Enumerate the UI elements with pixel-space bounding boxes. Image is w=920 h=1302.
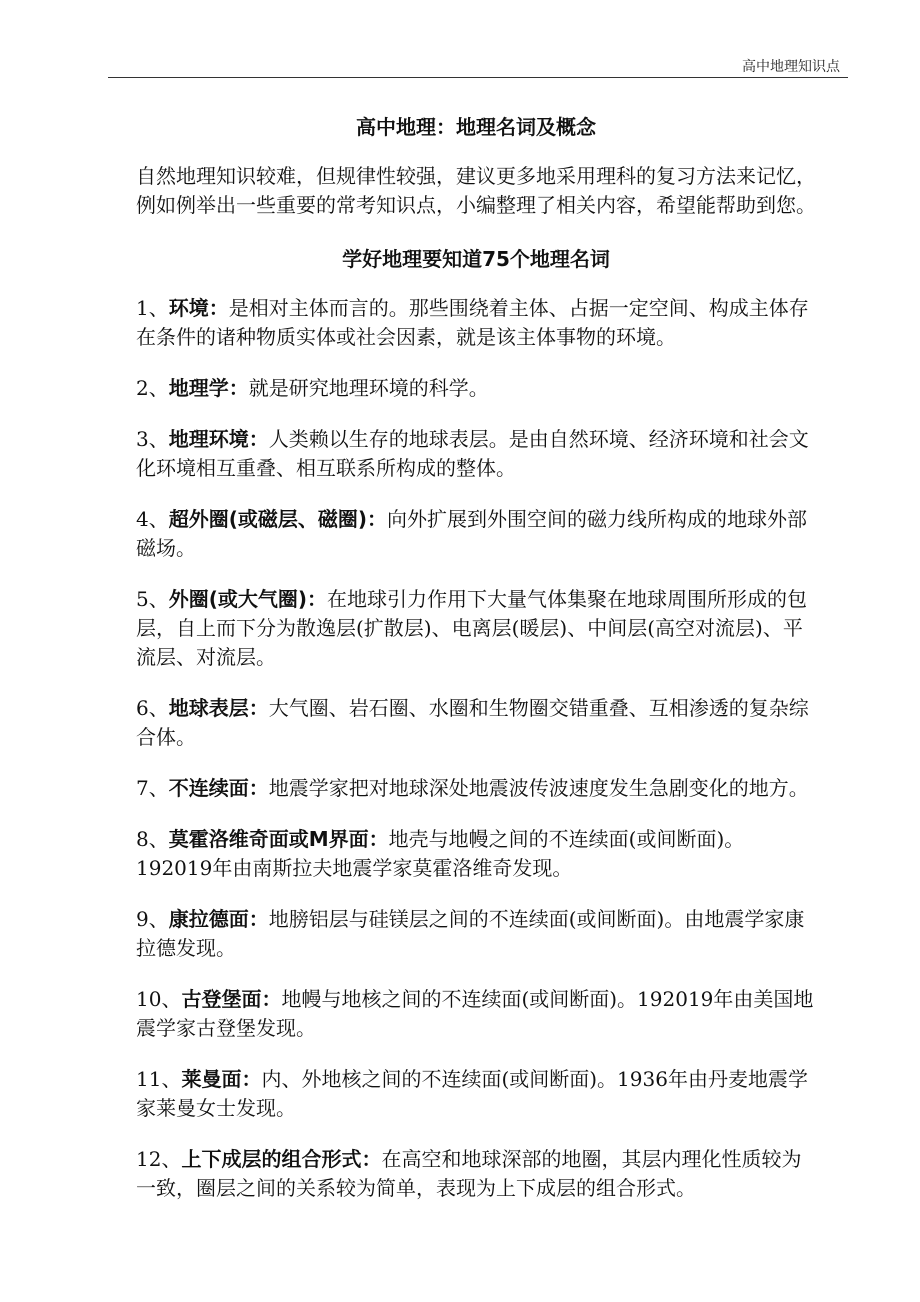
entry-term: 古登堡面：	[181, 987, 282, 1011]
entry-4	[136, 505, 816, 563]
entry-number: 9、	[136, 907, 169, 931]
entry-term: 上下成层的组合形式：	[181, 1147, 382, 1171]
entry-number: 4、	[136, 507, 169, 531]
entry-number: 2、	[136, 376, 169, 400]
entry-7	[136, 774, 816, 803]
entry-text: 在地球引力作用下大量气体集聚在地球周围所形成的包层，自上而下分为散逸层(扩散层)、电离层(暖层)、中间层(高空对流层)、平流层、对流层。	[136, 587, 808, 669]
entry-number: 6、	[136, 696, 169, 720]
entry-number: 3、	[136, 427, 169, 451]
intro-paragraph: 自然地理知识较难，但规律性较强，建议更多地采用理科的复习方法来记忆，例如例举出一些重要的常考知识点，小编整理了相关内容，希望能帮助到您。	[136, 164, 816, 217]
entry-term: 超外圈(或磁层、磁圈)：	[168, 507, 388, 531]
section-subtitle: 学好地理要知道75个地理名词	[342, 247, 610, 271]
entry-number: 1、	[136, 296, 169, 320]
entry-text: 就是研究地理环境的科学。	[248, 376, 489, 400]
entry-number: 10、	[136, 987, 182, 1011]
entry-text: 地震学家把对地球深处地震波传波速度发生急剧变化的地方。	[268, 776, 809, 800]
entry-3	[136, 425, 816, 483]
entry-12	[136, 1145, 816, 1203]
entry-number: 5、	[136, 587, 169, 611]
entry-text: 大气圈、岩石圈、水圈和生物圈交错重叠、互相渗透的复杂综合体。	[136, 696, 809, 749]
header-rule	[108, 77, 848, 78]
entry-text: 地壳与地幔之间的不连续面(或间断面)。192019年由南斯拉夫地震学家莫霍洛维奇发现。	[136, 827, 745, 880]
entry-1	[136, 294, 816, 352]
entry-number: 11、	[136, 1067, 182, 1091]
entry-number: 12、	[136, 1147, 182, 1171]
entry-term: 地球表层：	[168, 696, 269, 720]
entry-9	[136, 905, 816, 963]
entry-6	[136, 694, 816, 752]
entry-number: 7、	[136, 776, 169, 800]
document-title: 高中地理：地理名词及概念	[356, 115, 596, 139]
entry-8	[136, 825, 816, 883]
document-body	[136, 112, 816, 1225]
entry-text: 向外扩展到外围空间的磁力线所构成的地球外部磁场。	[136, 507, 808, 560]
entry-2	[136, 374, 816, 403]
entry-10	[136, 985, 816, 1043]
entry-term: 不连续面：	[168, 776, 269, 800]
entry-number: 8、	[136, 827, 169, 851]
entry-text: 人类赖以生存的地球表层。是由自然环境、经济环境和社会文化环境相互重叠、相互联系所构成的整体。	[136, 427, 809, 480]
entry-term: 地理学：	[168, 376, 249, 400]
entry-term: 地理环境：	[168, 427, 269, 451]
entry-term: 莫霍洛维奇面或M界面：	[168, 827, 389, 851]
entry-11	[136, 1065, 816, 1123]
entry-term: 康拉德面：	[168, 907, 269, 931]
running-header: 高中地理知识点	[742, 59, 840, 75]
entry-text: 地膀铝层与硅镁层之间的不连续面(或间断面)。由地震学家康拉德发现。	[136, 907, 805, 960]
entry-term: 环境：	[168, 296, 229, 320]
entry-term: 外圈(或大气圈)：	[168, 587, 328, 611]
entry-text: 是相对主体而言的。那些围绕着主体、占据一定空间、构成主体存在条件的诸种物质实体或社会因素，就是该主体事物的环境。	[136, 296, 809, 349]
entry-text: 地幔与地核之间的不连续面(或间断面)。192019年由美国地震学家古登堡发现。	[136, 987, 814, 1040]
entry-text: 在高空和地球深部的地圈，其层内理化性质较为一致，圈层之间的关系较为简单，表现为上下成层的组合形式。	[136, 1147, 802, 1200]
entry-term: 莱曼面：	[181, 1067, 262, 1091]
entry-5	[136, 585, 816, 672]
entry-text: 内、外地核之间的不连续面(或间断面)。1936年由丹麦地震学家莱曼女士发现。	[136, 1067, 808, 1120]
